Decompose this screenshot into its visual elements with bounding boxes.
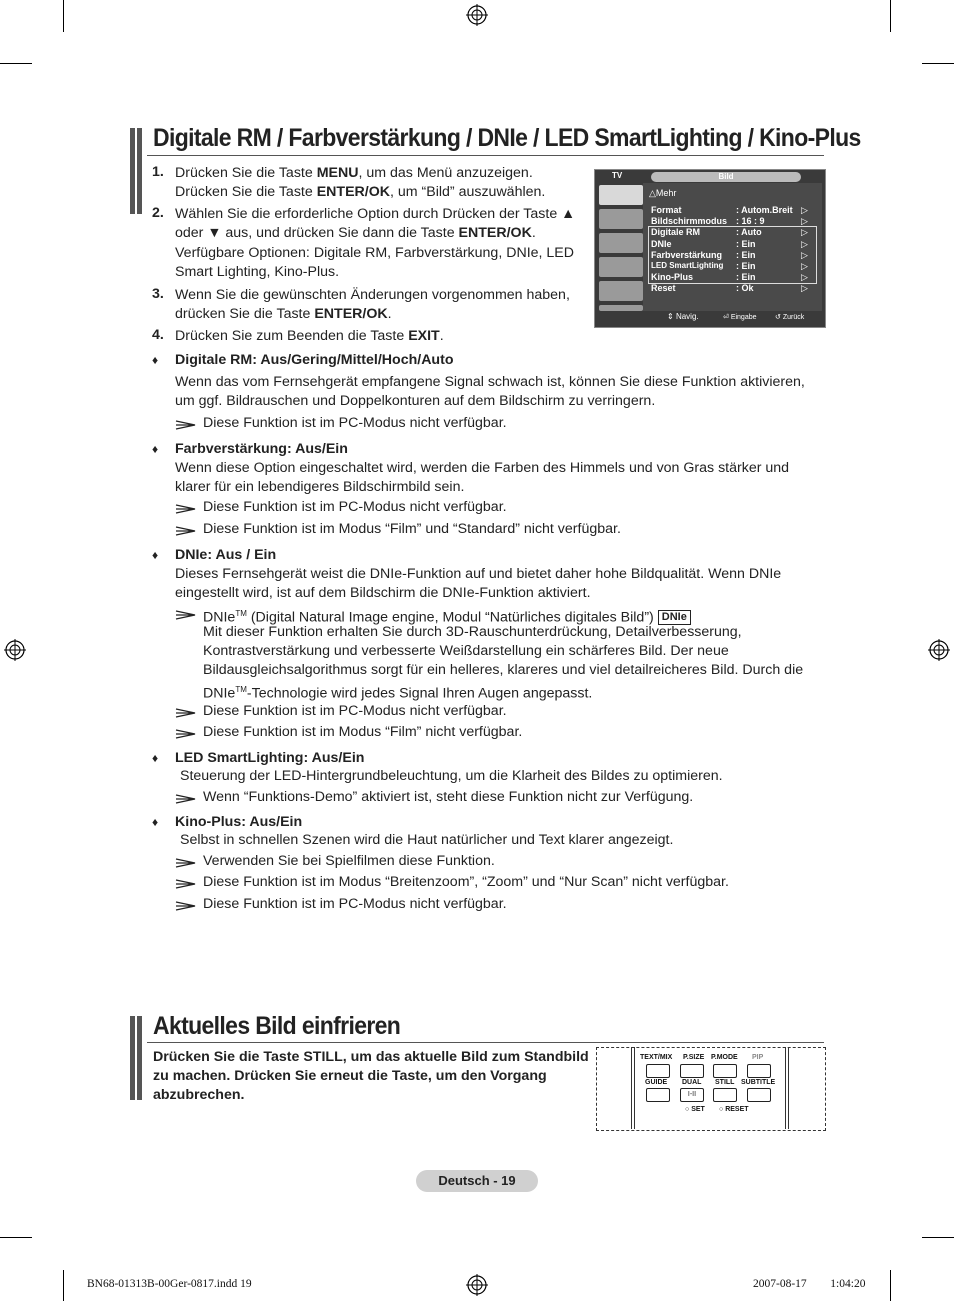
text-mix-button[interactable] xyxy=(646,1064,670,1078)
step-text: , um das Menü anzuzeigen. xyxy=(358,165,533,181)
feature-description: Dieses Fernsehgerät weist die DNIe-Funktion auf und bietet daher hohe Bildqualität. Wenn DNIe xyxy=(175,566,782,582)
menu-row-arrow-icon: ▷ xyxy=(801,205,808,215)
menu-row-label: DNIe xyxy=(651,239,672,249)
feature-description: um ggf. Bildrauschen und Doppelkonturen auf dem Bildschirm zu verringern. xyxy=(175,393,656,409)
note-arrow-icon xyxy=(175,876,197,886)
step-number: 1. xyxy=(152,164,164,180)
menu-row-value: : Ein xyxy=(736,250,756,260)
reset-label: ○ RESET xyxy=(719,1106,749,1113)
menu-row-value: : 16 : 9 xyxy=(736,216,765,226)
note-arrow-icon xyxy=(175,855,197,865)
step-text: , um “Bild” auszuwählen. xyxy=(390,184,546,200)
step-text: Drücken Sie zum Beenden die Taste xyxy=(175,328,409,344)
step-line xyxy=(175,183,545,202)
subtitle-label: SUBTITLE xyxy=(741,1079,776,1086)
step-text: Verfügbare Optionen: Digitale RM, Farbverstärkung, DNIe, LED xyxy=(175,245,575,261)
step-line xyxy=(175,164,533,183)
step-line xyxy=(175,244,574,263)
dnie-note-text: (Digital Natural Image engine, Modul “Natürliches digitales Bild”) xyxy=(246,609,654,626)
step-number: 2. xyxy=(152,205,164,221)
freeze-text-line: abzubrechen. xyxy=(153,1087,245,1103)
step-line xyxy=(175,224,536,243)
menu-row-label: Format xyxy=(651,205,682,215)
guide-button[interactable] xyxy=(646,1088,670,1102)
dual-button[interactable]: I-II xyxy=(680,1088,704,1102)
step-line xyxy=(175,305,392,324)
picture-icon xyxy=(599,185,643,205)
crop-mark xyxy=(0,63,32,64)
crop-mark xyxy=(63,0,64,32)
trademark-mark: TM xyxy=(235,685,247,694)
note-text: Diese Funktion ist im Modus “Film” nicht verfügbar. xyxy=(203,724,523,740)
feature-description: Wenn das vom Fernsehgerät empfangene Signal schwach ist, können Sie diese Funktion aktivieren, xyxy=(175,374,805,390)
remote-edge xyxy=(788,1047,789,1129)
remote-edge xyxy=(631,1047,632,1129)
menu-row-arrow-icon: ▷ xyxy=(801,272,808,282)
page-number-badge xyxy=(416,1170,538,1192)
crop-mark xyxy=(0,1237,32,1238)
menu-row-label: LED SmartLighting xyxy=(651,261,724,270)
registration-mark-icon xyxy=(466,1274,488,1296)
note-arrow-icon xyxy=(175,607,197,617)
menu-row-label: Kino-Plus xyxy=(651,272,693,282)
tv-label: TV xyxy=(612,171,623,180)
remote-illustration xyxy=(596,1047,826,1131)
sound-icon xyxy=(599,209,643,229)
note-text: Diese Funktion ist im Modus “Breitenzoom”, “Zoom” und “Nur Scan” nicht verfügbar. xyxy=(203,874,729,890)
still-button[interactable] xyxy=(713,1088,737,1102)
dnie-note-line xyxy=(203,680,592,704)
text-mix-label: TEXT/MIX xyxy=(640,1054,673,1061)
feature-heading: DNIe: Aus / Ein xyxy=(175,547,277,563)
menu-row-arrow-icon: ▷ xyxy=(801,239,808,249)
nav-hint-label: Navig. xyxy=(675,312,699,321)
section-title-freeze: Aktuelles Bild einfrieren xyxy=(153,1012,401,1040)
freeze-text-line: Drücken Sie die Taste STILL, um das aktuelle Bild zum Standbild xyxy=(153,1049,589,1065)
note-text: Diese Funktion ist im PC-Modus nicht verfügbar. xyxy=(203,499,507,515)
tv-menu-screenshot xyxy=(594,169,826,328)
set-text: SET xyxy=(691,1106,705,1113)
note-text: Diese Funktion ist im PC-Modus nicht verfügbar. xyxy=(203,415,507,431)
feature-description: klarer für ein lebendigeres Bildschirmbild sein. xyxy=(175,479,465,495)
note-text: Diese Funktion ist im Modus “Film” und “Standard” nicht verfügbar. xyxy=(203,521,621,537)
step-text: . xyxy=(531,225,536,241)
guide-label: GUIDE xyxy=(645,1079,668,1086)
step-line xyxy=(175,263,339,282)
heading-rule xyxy=(147,155,824,156)
freeze-text-line: zu machen. Drücken Sie erneut die Taste, um den Vorgang xyxy=(153,1068,547,1084)
crop-mark xyxy=(63,1270,64,1301)
pip-label: PIP xyxy=(752,1054,764,1061)
nav-hint: ⇕ Navig. xyxy=(667,312,699,321)
still-label: STILL xyxy=(715,1079,735,1086)
bullet-icon: ♦ xyxy=(152,815,159,829)
p-mode-button[interactable] xyxy=(713,1064,737,1078)
menu-row-label: Digitale RM xyxy=(651,227,701,237)
menu-row-arrow-icon: ▷ xyxy=(801,216,808,226)
step-text: Drücken Sie die Taste xyxy=(175,184,317,200)
application-icon xyxy=(599,305,643,311)
step-number: 3. xyxy=(152,286,164,302)
note-arrow-icon xyxy=(175,726,197,736)
note-arrow-icon xyxy=(175,417,197,427)
feature-heading: Digitale RM: Aus/Gering/Mittel/Hoch/Auto xyxy=(175,352,454,368)
step-key: ENTER/OK xyxy=(316,184,390,200)
step-text: Drücken Sie die Taste xyxy=(175,165,317,181)
p-size-label: P.SIZE xyxy=(683,1054,705,1061)
step-text: . xyxy=(387,306,392,322)
dnie-term: DNIe xyxy=(203,685,236,702)
heading-bar xyxy=(130,128,142,214)
remote-edge xyxy=(785,1047,786,1129)
step-text: . xyxy=(439,328,444,344)
note-text: Diese Funktion ist im PC-Modus nicht verfügbar. xyxy=(203,703,507,719)
page-number: Deutsch - 19 xyxy=(438,1173,516,1188)
feature-heading: Farbverstärkung: Aus/Ein xyxy=(175,441,348,457)
step-key: ENTER/OK xyxy=(314,306,388,322)
crop-mark xyxy=(922,63,954,64)
menu-row-arrow-icon: ▷ xyxy=(801,250,808,260)
dnie-note-line: Mit dieser Funktion erhalten Sie durch 3D-Rauschunterdrückung, Detailverbesserung, xyxy=(203,624,742,640)
step-text: Wenn Sie die gewünschten Änderungen vorgenommen haben, xyxy=(175,287,570,303)
dnie-note-text: -Technologie wird jedes Signal Ihren Augen angepasst. xyxy=(246,685,593,702)
feature-description: Wenn diese Option eingeschaltet wird, werden die Farben des Himmels und von Gras stärker und xyxy=(175,460,790,476)
p-size-button[interactable] xyxy=(680,1064,704,1078)
dnie-note-line: Bildausgleichsalgorithmus sorgt für ein helleres, klareres und viel detailreicheres Bild. Durch die xyxy=(203,662,804,678)
menu-row-value: : Ok xyxy=(736,283,754,293)
tab-bild-label: Bild xyxy=(718,172,734,181)
step-text: oder ▼ aus, und drücken Sie dann die Taste xyxy=(175,225,459,241)
dual-label: DUAL xyxy=(682,1079,702,1086)
menu-row-arrow-icon: ▷ xyxy=(801,283,808,293)
crop-mark xyxy=(922,1237,954,1238)
note-text: Wenn “Funktions-Demo” aktiviert ist, steht diese Funktion nicht zur Verfügung. xyxy=(203,789,694,805)
set-label: ○ SET xyxy=(685,1106,705,1113)
step-line xyxy=(175,205,575,224)
step-text: drücken Sie die Taste xyxy=(175,306,315,322)
pip-button[interactable] xyxy=(747,1064,771,1078)
back-hint: ↺ Zurück xyxy=(775,314,805,321)
feature-description: eingestellt wird, ist auf dem Bildschirm die DNIe-Funktion aktiviert. xyxy=(175,585,591,601)
step-line xyxy=(175,286,570,305)
tv-menu-sidebar xyxy=(597,183,643,311)
trademark-mark: TM xyxy=(235,609,247,618)
reset-text: RESET xyxy=(725,1106,749,1113)
menu-row-arrow-icon: ▷ xyxy=(801,261,808,271)
enter-hint: ⏎ Eingabe xyxy=(723,314,757,321)
more-label: △Mehr xyxy=(649,188,677,198)
note-arrow-icon xyxy=(175,898,197,908)
menu-row-value: : Ein xyxy=(736,239,756,249)
feature-heading: Kino-Plus: Aus/Ein xyxy=(175,814,303,830)
note-arrow-icon xyxy=(175,501,197,511)
channel-icon xyxy=(599,233,643,253)
registration-mark-icon xyxy=(4,639,26,661)
menu-row-value: : Auto xyxy=(736,227,762,237)
enter-hint-label: Eingabe xyxy=(730,314,757,321)
step-key: ENTER/OK xyxy=(458,225,532,241)
crop-mark xyxy=(890,0,891,32)
step-text: Wählen Sie die erforderliche Option durch Drücken der Taste ▲ xyxy=(175,206,576,222)
menu-row-label: Reset xyxy=(651,283,676,293)
step-line xyxy=(175,327,444,346)
note-arrow-icon xyxy=(175,523,197,533)
registration-mark-icon xyxy=(928,639,950,661)
back-hint-label: Zurück xyxy=(782,314,805,321)
note-text: Verwenden Sie bei Spielfilmen diese Funktion. xyxy=(203,853,495,869)
bullet-icon: ♦ xyxy=(152,548,159,562)
tv-menu-panel xyxy=(643,183,822,311)
slug-left: BN68-01313B-00Ger-0817.indd 19 xyxy=(87,1278,252,1290)
slug-right: 2007-08-17 􀀀􀀀 1:04:20 xyxy=(753,1278,866,1290)
menu-row-value: : Autom.Breit xyxy=(736,205,793,215)
step-text: Smart Lighting, Kino-Plus. xyxy=(175,264,340,280)
dnie-logo: DNIe xyxy=(658,610,691,625)
menu-row-value: : Ein xyxy=(736,261,756,271)
subtitle-button[interactable] xyxy=(747,1088,771,1102)
p-mode-label: P.MODE xyxy=(711,1054,738,1061)
note-arrow-icon xyxy=(175,791,197,801)
tab-bild xyxy=(651,172,801,182)
note-arrow-icon xyxy=(175,705,197,715)
remote-edge xyxy=(634,1047,635,1129)
registration-mark-icon xyxy=(466,4,488,26)
heading-rule xyxy=(147,1042,824,1043)
setup-icon xyxy=(599,257,643,277)
note-text: Diese Funktion ist im PC-Modus nicht verfügbar. xyxy=(203,896,507,912)
feature-description: Steuerung der LED-Hintergrundbeleuchtung, um die Klarheit des Bildes zu optimieren. xyxy=(180,768,723,784)
bullet-icon: ♦ xyxy=(152,442,159,456)
dnie-term: DNIe xyxy=(203,609,236,626)
menu-row-arrow-icon: ▷ xyxy=(801,227,808,237)
menu-row-value: : Ein xyxy=(736,272,756,282)
bullet-icon: ♦ xyxy=(152,751,159,765)
menu-row-label: Farbverstärkung xyxy=(651,250,723,260)
heading-bar xyxy=(130,1016,142,1100)
bullet-icon: ♦ xyxy=(152,353,159,367)
step-number: 4. xyxy=(152,327,164,343)
dnie-note-line: Kontrastverstärkung und verbesserte Weißdarstellung ein schärferes Bild. Der neue xyxy=(203,643,729,659)
input-icon xyxy=(599,281,643,301)
feature-heading: LED SmartLighting: Aus/Ein xyxy=(175,750,365,766)
crop-mark xyxy=(890,1270,891,1301)
step-key: MENU xyxy=(316,165,359,181)
feature-description: Selbst in schnellen Szenen wird die Haut natürlicher und Text klarer angezeigt. xyxy=(180,832,674,848)
step-key: EXIT xyxy=(408,328,440,344)
menu-row-label: Bildschirmmodus xyxy=(651,216,728,226)
page-title: Digitale RM / Farbverstärkung / DNIe / LED SmartLighting / Kino-Plus xyxy=(153,124,861,152)
